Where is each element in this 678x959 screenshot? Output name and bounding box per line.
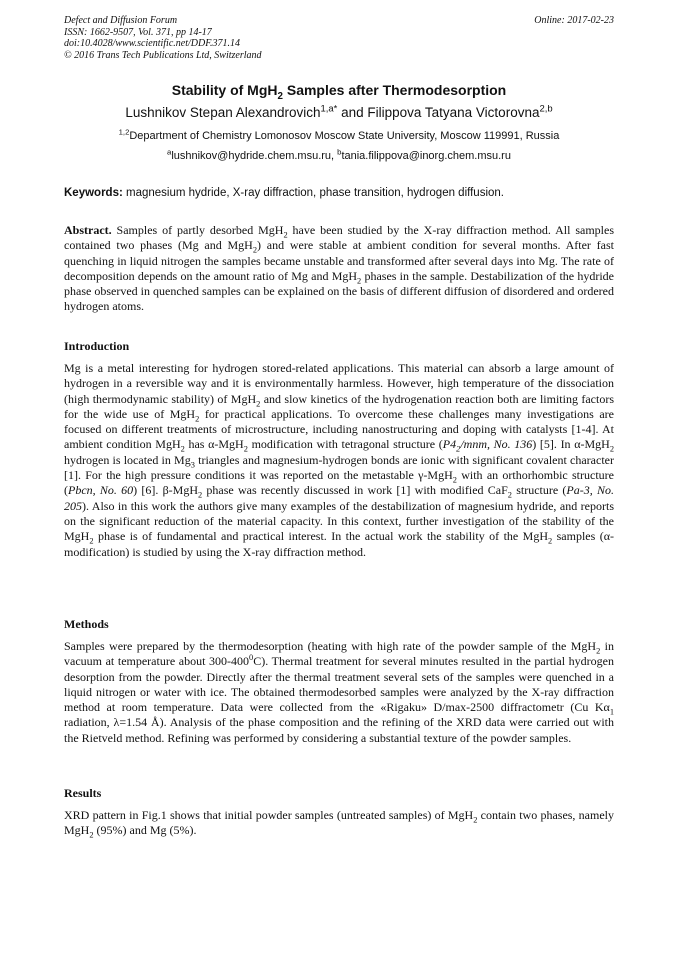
results-heading: Results <box>64 786 102 800</box>
email-b[interactable]: tania.filippova@inorg.chem.msu.ru <box>341 150 511 162</box>
introduction-paragraph: Mg is a metal interesting for hydrogen stored-related applications. This material can absorb a large amount of hydrogen in a reversible way and it is environmentally harmless. However, high temperature of the dissociation (high thermodynamic stability) of MgH$_2$ and slow kinetics of the hydrogenation reaction both are limiting factors for the wide use of MgH$_2$ for practical applications. To overcome these challenges many investigations are focused on different treatments of microstructure, including nanostructuring and doping with catalysts [1-4]. At ambient condition MgH$_2$ has α-MgH$_2$ modification with tetragonal structure ($P4_2$/mnm, No. 136) [5]. In α-MgH$_2$ hydrogen is located in $Mg_3$ triangles and magnesium-hydrogen bonds are ionic with significant covalent character [1]. For the high pressure conditions it was reported on the metastable γ-MgH$_2$ with an orthorhombic structure (Pbcn, No. 60) [6]. β-MgH$_2$ phase was recently discussed in work [1] with modified CaF$_2$ structure (Pa-3, No. 205). Also in this work the authors give many examples of the destabilization of magnesium hydride, and reports on the significant reduction of the material capacity. In this context, further investigation of the stability of the MgH$_2$ phase is of fundamental and practical interest. In the actual work the stability of the MgH$_2$ samples (α-modification) is studied by using the X-ray diffraction method. <box>64 361 615 559</box>
introduction-heading: Introduction <box>64 339 130 353</box>
keywords: Keywords: magnesium hydride, X-ray diffraction, phase transition, hydrogen diffusion. <box>64 187 504 199</box>
paper-title: Stability of MgH$_2$ Samples after Thermodesorption <box>171 82 507 102</box>
journal-name: Defect and Diffusion Forum <box>64 15 178 26</box>
methods-heading: Methods <box>64 617 109 631</box>
author-line: Lushnikov Stepan Alexandrovich$^{1,a*}$ and Filippova Tatyana Victorovna$^{2,b}$ <box>125 103 553 120</box>
affiliation: $^{1,2}$Department of Chemistry Lomonosov Moscow State University, Moscow 119991, Russia <box>118 127 560 142</box>
abstract-paragraph: Abstract. Samples of partly desorbed MgH$_2$ have been studied by the X-ray diffraction method. All samples contained two phases (Mg and MgH$_2$) and were stable at ambient condition for several months. After fast quenching in liquid nitrogen the samples became unstable and transformed after several days into Mg. The rate of decomposition depends on the amount ratio of Mg and MgH$_2$ phases in the sample. Destabilization of the hydride phase observed in quenched samples can be explained on the basis of different diffusion of disordered and ordered hydrogen atoms. <box>64 223 615 314</box>
online-date: Online: 2017-02-23 <box>534 15 614 26</box>
email-a[interactable]: lushnikov@hydride.chem.msu.ru, <box>171 150 338 162</box>
email-line: $^a$lushnikov@hydride.chem.msu.ru, $^b$tania.filippova@inorg.chem.msu.ru <box>167 147 511 162</box>
copyright-line: © 2016 Trans Tech Publications Ltd, Switzerland <box>64 49 262 61</box>
keywords-label: Keywords: <box>64 187 123 199</box>
methods-paragraph: Samples were prepared by the thermodesorption (heating with high rate of the powder sample of the MgH$_2$ in vacuum at temperature about $300-400^0C$). Thermal treatment for several minutes resulted in the partial hydrogen desorption from the powder. Directly after the thermal treatment several sets of the samples were quenched in a liquid nitrogen or water with ice. The obtained thermodesorbed samples were analyzed by the X-ray diffraction method at room temperature. Data were collected from the «Rigaku» D/max-2500 diffractometr (Cu $K\alpha_1$ radiation, λ=1.54 Å). Analysis of the phase composition and the refining of the XRD data were carried out with the Rietveld method. Refining was performed by considering a substantial texture of the powder samples. <box>64 639 614 745</box>
issn-line: ISSN: 1662-9507, Vol. 371, pp 14-17 <box>64 26 212 38</box>
author-1: Lushnikov Stepan Alexandrovich <box>125 105 321 120</box>
abstract-label: Abstract. <box>64 223 112 237</box>
doi-line: doi:10.4028/www.scientific.net/DDF.371.14 <box>64 38 241 50</box>
journal-header <box>64 15 262 61</box>
author-2: Filippova Tatyana Victorovna <box>367 105 540 120</box>
results-paragraph: XRD pattern in Fig.1 shows that initial powder samples (untreated samples) of MgH$_2$ contain two phases, namely MgH$_2$ (95%) and Mg (5%). <box>64 808 614 840</box>
